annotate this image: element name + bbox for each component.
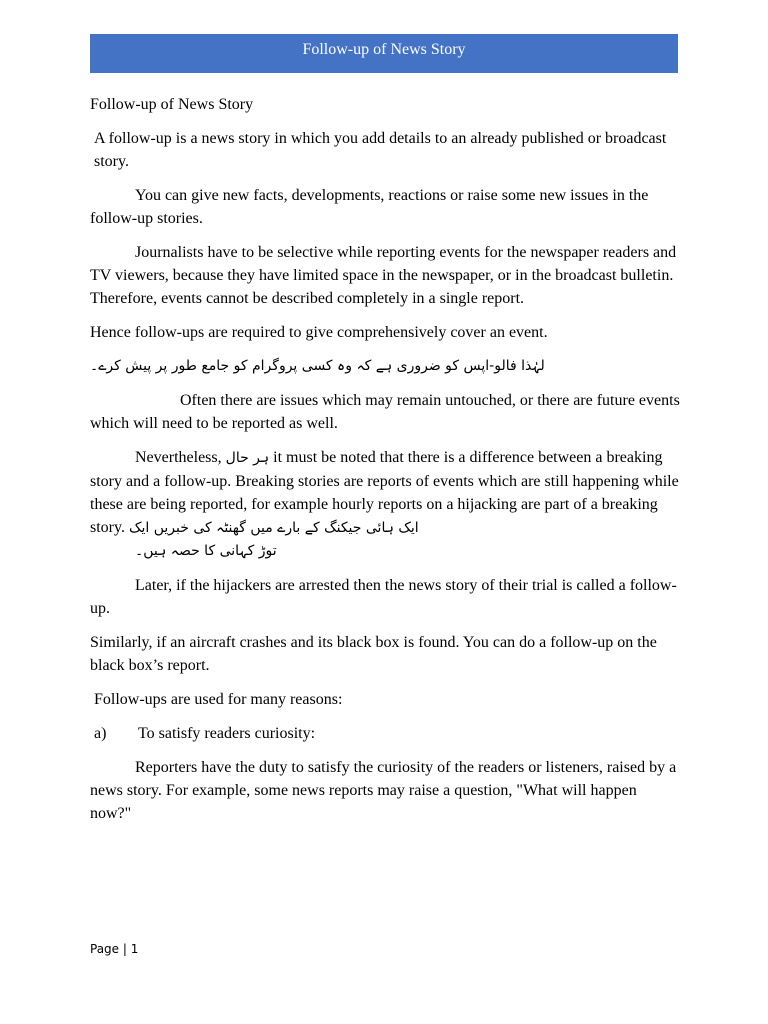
paragraph-aircraft: Similarly, if an aircraft crashes and its black box is found. You can do a follow-up on the black box’s report.: [90, 634, 657, 674]
list-item-a: [90, 722, 680, 745]
paragraph-nevertheless: [90, 446, 680, 563]
header-banner: [90, 34, 678, 73]
paragraph-definition: A follow-up is a news story in which you add details to an already published or broadcast story.: [94, 130, 667, 170]
page-number: Page | 1: [90, 942, 139, 956]
paragraph-hence: Hence follow-ups are required to give comprehensively cover an event.: [90, 324, 548, 341]
breaking-story-text: it must be noted that there is a difference between a breaking story and a follow-up. Breaking stories are reports of events which are still happening while these are being reported, for example hourly reports on a hijacking are part of a breaking story.: [90, 449, 679, 536]
nevertheless-text: Nevertheless,: [135, 449, 222, 466]
list-marker: a): [94, 725, 107, 742]
banner-title: Follow-up of News Story: [302, 41, 466, 58]
paragraph-curiosity: Reporters have the duty to satisfy the curiosity of the readers or listeners, raised by a news story. For example, some news reports may raise a question, "What will happen now?": [90, 759, 677, 822]
paragraph-untouched-issues: Often there are issues which may remain untouched, or there are future events which will need to be reported as well.: [90, 392, 680, 432]
list-item-text: To satisfy readers curiosity:: [138, 725, 316, 742]
paragraph-hijackers: Later, if the hijackers are arrested then the news story of their trial is called a follow-up.: [90, 577, 677, 617]
urdu-translation-line: لہٰذا فالو-اپس کو ضروری ہے کہ وہ کسی پروگرام کو جامع طور پر پیش کرے۔: [90, 358, 545, 374]
paragraph-new-facts: You can give new facts, developments, reactions or raise some new issues in the follow-up stories.: [90, 187, 649, 227]
urdu-hourly-reports: ایک ہائی جیکنگ کے بارے میں گھنٹہ کی خبریں ایک: [128, 520, 419, 536]
page-footer: [90, 942, 138, 956]
document-title: Follow-up of News Story: [90, 96, 254, 113]
urdu-inline-phrase: ہر حال: [225, 450, 270, 466]
paragraph-journalists: Journalists have to be selective while reporting events for the newspaper readers and TV viewers, because they have limited space in the newspaper, or in the broadcast bulletin. Therefore, events cannot be described completely in a single report.: [90, 244, 677, 307]
urdu-breaking-story-part: توڑ کہانی کا حصہ ہیں۔: [135, 543, 277, 559]
document-body: [90, 93, 680, 836]
paragraph-reasons: Follow-ups are used for many reasons:: [94, 691, 343, 708]
